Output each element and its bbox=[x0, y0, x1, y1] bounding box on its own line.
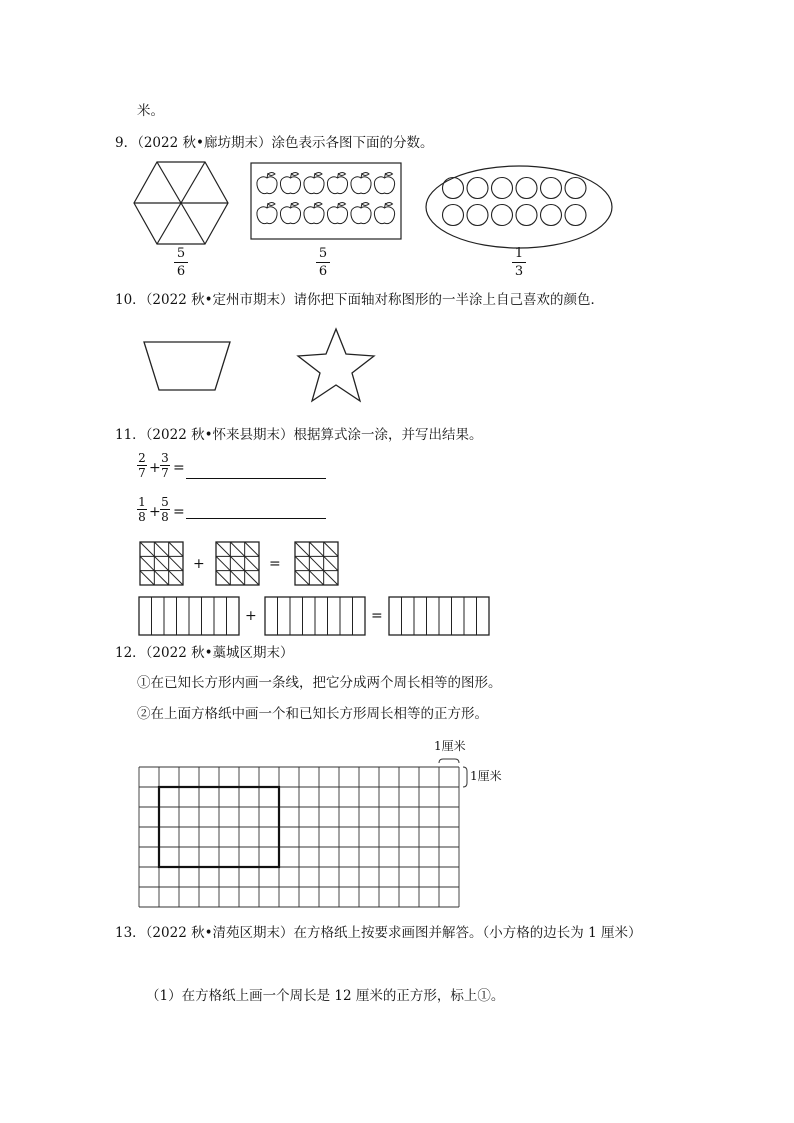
squares-plus: + bbox=[193, 556, 205, 572]
eq2-fraction-b: 5 8 bbox=[161, 495, 169, 524]
question-12-item-2: ②在上面方格纸中画一个和已知长方形周长相等的正方形。 bbox=[137, 706, 488, 722]
width-brace bbox=[439, 759, 459, 763]
question-11-stem: 11．（2022 秋•怀来县期末）根据算式涂一涂，并写出结果。 bbox=[115, 427, 483, 443]
strips-plus: + bbox=[245, 608, 257, 624]
question-13-stem: 13．（2022 秋•清苑区期末）在方格纸上按要求画图并解答。（小方格的边长为 1 厘米） bbox=[115, 925, 642, 941]
eq2-equals: = bbox=[173, 504, 185, 520]
question-10-stem: 10．（2022 秋•定州市期末）请你把下面轴对称图形的一半涂上自己喜欢的颜色． bbox=[115, 292, 605, 308]
eq1-fraction-a: 2 7 bbox=[138, 451, 146, 480]
eq2-fraction-a: 1 8 bbox=[138, 495, 146, 524]
eq2-plus: + bbox=[149, 504, 161, 520]
previous-question-fragment: 米。 bbox=[137, 103, 164, 119]
question-9-stem: 9．（2022 秋•廊坊期末）涂色表示各图下面的分数。 bbox=[115, 135, 434, 151]
fraction-circles: 1 3 bbox=[512, 247, 526, 278]
unit-height-label: 1厘米 bbox=[470, 769, 502, 783]
fraction-apples: 5 6 bbox=[316, 247, 330, 278]
fraction-hexagon: 5 6 bbox=[174, 247, 188, 278]
question-12-stem: 12．（2022 秋•藁城区期末） bbox=[115, 645, 294, 661]
strips-equals: = bbox=[371, 608, 383, 624]
eq1-equals: = bbox=[173, 460, 185, 476]
question-13-item-1: （1）在方格纸上画一个周长是 12 厘米的正方形，标上①。 bbox=[146, 988, 505, 1004]
squares-equals: = bbox=[269, 556, 281, 572]
unit-width-label: 1厘米 bbox=[434, 739, 466, 753]
eq1-plus: + bbox=[149, 460, 161, 476]
question-12-item-1: ①在已知长方形内画一条线，把它分成两个周长相等的图形。 bbox=[137, 675, 502, 691]
eq1-fraction-b: 3 7 bbox=[161, 451, 169, 480]
height-brace bbox=[463, 767, 467, 787]
